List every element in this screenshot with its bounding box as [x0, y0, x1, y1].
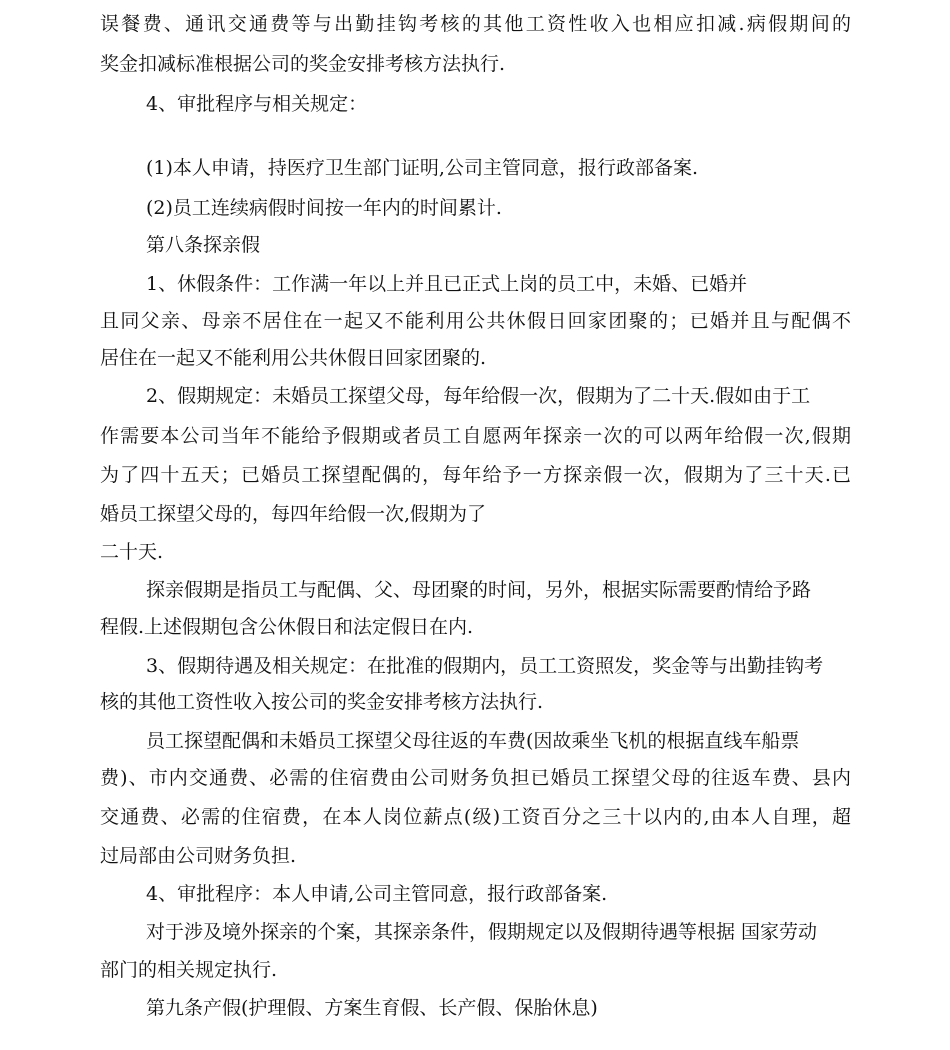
paragraph-line: 交通费、必需的住宿费，在本人岗位薪点(级)工资百分之三十以内的,由本人自理，超: [100, 806, 851, 828]
paragraph-line: 部门的相关规定执行.: [100, 959, 278, 981]
paragraph-line: 程假.上述假期包含公休假日和法定假日在内.: [100, 616, 474, 638]
paragraph-line: 1、休假条件：工作满一年以上并且已正式上岗的员工中，未婚、已婚并: [146, 273, 748, 295]
paragraph-line: 员工探望配偶和未婚员工探望父母往返的车费(因故乘坐飞机的根据直线车船票: [146, 730, 800, 752]
paragraph-line: 奖金扣减标准根据公司的奖金安排考核方法执行.: [100, 53, 506, 75]
paragraph-line: 婚员工探望父母的，每四年给假一次,假期为了: [100, 503, 487, 525]
paragraph-line: 对于涉及境外探亲的个案，其探亲条件，假期规定以及假期待遇等根据 国家劳动: [146, 921, 818, 943]
article-heading: 第八条探亲假: [146, 234, 261, 256]
paragraph-line: 4、审批程序：本人申请,公司主管同意，报行政部备案.: [146, 883, 608, 905]
section-heading: 4、审批程序与相关规定：: [146, 93, 368, 115]
paragraph-line: 过局部由公司财务负担.: [100, 845, 297, 867]
paragraph-line: 为了四十五天；已婚员工探望配偶的，每年给予一方探亲假一次，假期为了三十天.已: [100, 464, 851, 486]
paragraph-line: 3、假期待遇及相关规定：在批准的假期内，员工工资照发，奖金等与出勤挂钩考: [146, 655, 824, 677]
paragraph-line: 二十天.: [100, 541, 164, 563]
paragraph-line: 居住在一起又不能利用公共休假日回家团聚的.: [100, 347, 487, 369]
paragraph-line: 作需要本公司当年不能给予假期或者员工自愿两年探亲一次的可以两年给假一次,假期: [100, 425, 851, 447]
paragraph-line: 2、假期规定：未婚员工探望父母，每年给假一次，假期为了二十天.假如由于工: [146, 385, 811, 407]
list-item: (2)员工连续病假时间按一年内的时间累计.: [146, 197, 502, 219]
paragraph-line: 核的其他工资性收入按公司的奖金安排考核方法执行.: [100, 691, 544, 713]
article-heading: 第九条产假(护理假、方案生育假、长产假、保胎休息): [146, 997, 598, 1019]
paragraph-line: 且同父亲、母亲不居住在一起又不能利用公共休假日回家团聚的；已婚并且与配偶不: [100, 310, 851, 332]
paragraph-line: 误餐费、通讯交通费等与出勤挂钩考核的其他工资性收入也相应扣减.病假期间的: [100, 13, 851, 35]
paragraph-line: 探亲假期是指员工与配偶、父、母团聚的时间，另外，根据实际需要酌情给予路: [146, 579, 812, 601]
list-item: (1)本人申请，持医疗卫生部门证明,公司主管同意，报行政部备案.: [146, 157, 698, 179]
paragraph-line: 费)、市内交通费、必需的住宿费由公司财务负担已婚员工探望父母的往返车费、县内: [100, 767, 851, 789]
